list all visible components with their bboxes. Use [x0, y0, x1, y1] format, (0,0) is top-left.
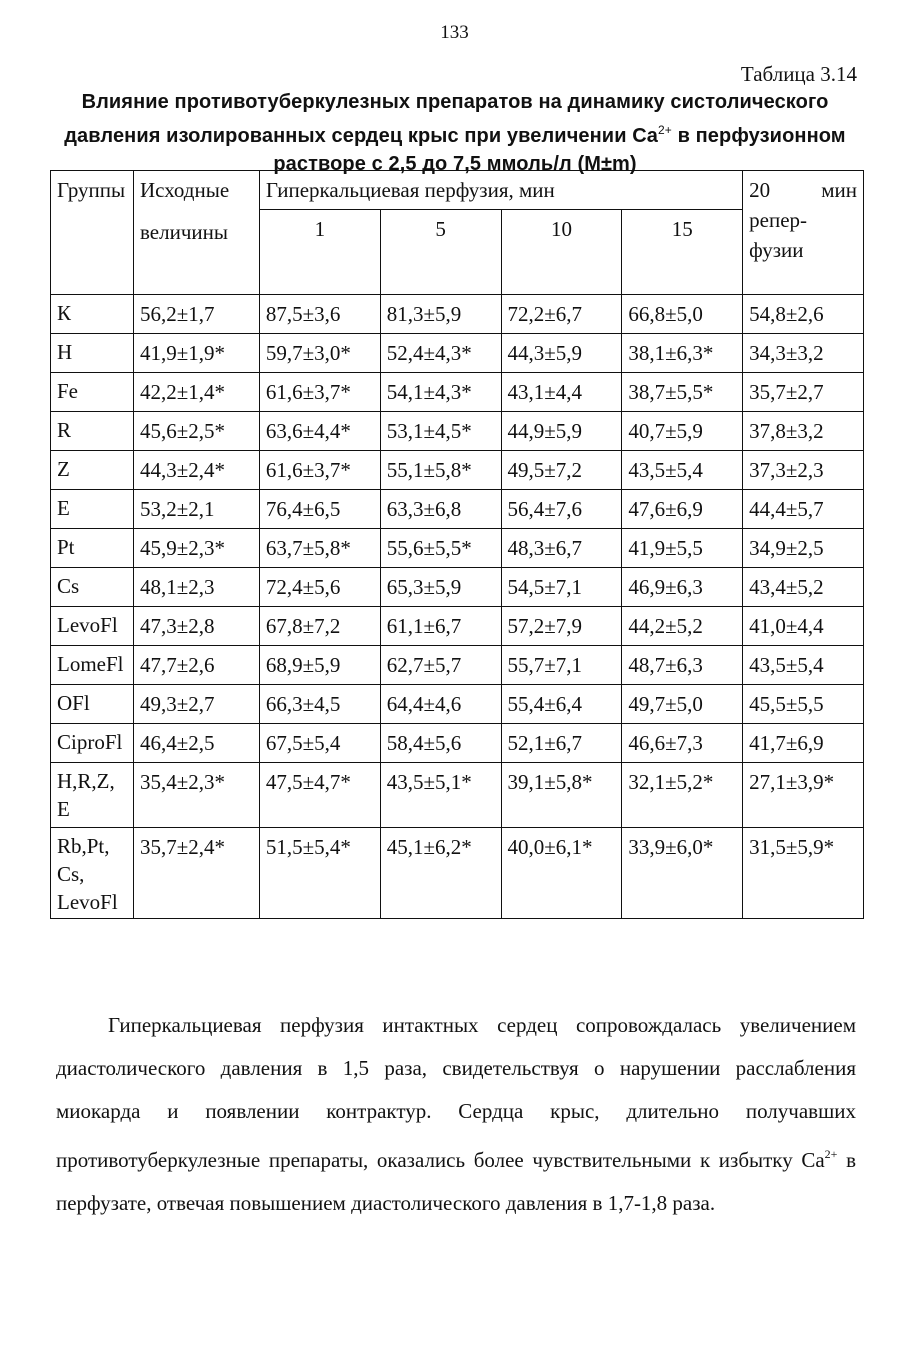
value-cell: 67,5±5,4 [259, 724, 380, 763]
body-paragraph [56, 1004, 856, 1225]
value-cell: 58,4±5,6 [380, 724, 501, 763]
value-cell: 44,3±5,9 [501, 334, 622, 373]
table-row [51, 685, 864, 724]
value-cell: 47,3±2,8 [134, 607, 260, 646]
value-cell: 55,1±5,8* [380, 451, 501, 490]
value-cell: 27,1±3,9* [743, 763, 864, 828]
value-cell: 43,1±4,4 [501, 373, 622, 412]
group-cell: Fe [51, 373, 134, 412]
value-cell: 53,2±2,1 [134, 490, 260, 529]
header-min-5: 5 [380, 210, 501, 295]
table-label: Таблица 3.14 [740, 62, 857, 86]
header-min-1: 1 [259, 210, 380, 295]
table-row [51, 724, 864, 763]
value-cell: 44,3±2,4* [134, 451, 260, 490]
value-cell: 54,5±7,1 [501, 568, 622, 607]
table-row [51, 490, 864, 529]
value-cell: 37,3±2,3 [743, 451, 864, 490]
group-cell: H,R,Z, E [51, 763, 134, 828]
table-row [51, 334, 864, 373]
group-cell: R [51, 412, 134, 451]
value-cell: 72,4±5,6 [259, 568, 380, 607]
value-cell: 46,6±7,3 [622, 724, 743, 763]
group-cell: Pt [51, 529, 134, 568]
value-cell: 62,7±5,7 [380, 646, 501, 685]
value-cell: 63,3±6,8 [380, 490, 501, 529]
table-caption [40, 88, 870, 178]
value-cell: 35,4±2,3* [134, 763, 260, 828]
table-row [51, 451, 864, 490]
header-reper-line-3: фузии [749, 238, 804, 262]
value-cell: 61,1±6,7 [380, 607, 501, 646]
value-cell: 61,6±3,7* [259, 451, 380, 490]
value-cell: 49,7±5,0 [622, 685, 743, 724]
value-cell: 43,5±5,4 [743, 646, 864, 685]
value-cell: 47,7±2,6 [134, 646, 260, 685]
value-cell: 40,7±5,9 [622, 412, 743, 451]
value-cell: 44,4±5,7 [743, 490, 864, 529]
value-cell: 68,9±5,9 [259, 646, 380, 685]
table-row [51, 295, 864, 334]
value-cell: 56,2±1,7 [134, 295, 260, 334]
table-row [51, 646, 864, 685]
group-cell: E [51, 490, 134, 529]
value-cell: 43,4±5,2 [743, 568, 864, 607]
group-cell: Z [51, 451, 134, 490]
value-cell: 40,0±6,1* [501, 828, 622, 919]
value-cell: 32,1±5,2* [622, 763, 743, 828]
value-cell: 48,3±6,7 [501, 529, 622, 568]
header-baseline [134, 171, 260, 295]
header-reper-min: мин [821, 178, 857, 202]
value-cell: 45,9±2,3* [134, 529, 260, 568]
group-cell: H [51, 334, 134, 373]
value-cell: 52,1±6,7 [501, 724, 622, 763]
value-cell: 54,1±4,3* [380, 373, 501, 412]
value-cell: 47,6±6,9 [622, 490, 743, 529]
header-reper-20: 20 [749, 178, 771, 202]
value-cell: 47,5±4,7* [259, 763, 380, 828]
header-hyper: Гиперкальциевая перфузия, мин [259, 171, 742, 210]
value-cell: 67,8±7,2 [259, 607, 380, 646]
group-cell: Cs [51, 568, 134, 607]
caption-line-1: Влияние противотуберкулезных препаратов на динамику систолического [81, 91, 829, 113]
caption-superscript: 2+ [658, 123, 672, 137]
value-cell: 41,9±5,5 [622, 529, 743, 568]
value-cell: 59,7±3,0* [259, 334, 380, 373]
caption-line-2-tail: в перфузионном [671, 125, 846, 147]
value-cell: 87,5±3,6 [259, 295, 380, 334]
value-cell: 72,2±6,7 [501, 295, 622, 334]
value-cell: 45,5±5,5 [743, 685, 864, 724]
value-cell: 55,4±6,4 [501, 685, 622, 724]
header-min-10: 10 [501, 210, 622, 295]
value-cell: 45,6±2,5* [134, 412, 260, 451]
value-cell: 39,1±5,8* [501, 763, 622, 828]
value-cell: 66,8±5,0 [622, 295, 743, 334]
value-cell: 64,4±4,6 [380, 685, 501, 724]
value-cell: 63,7±5,8* [259, 529, 380, 568]
value-cell: 53,1±4,5* [380, 412, 501, 451]
value-cell: 41,0±4,4 [743, 607, 864, 646]
value-cell: 63,6±4,4* [259, 412, 380, 451]
value-cell: 48,1±2,3 [134, 568, 260, 607]
value-cell: 49,3±2,7 [134, 685, 260, 724]
group-cell: LevoFl [51, 607, 134, 646]
paragraph-text: Гиперкальциевая перфузия интактных сердец сопровождалась увеличением диастолического давления в 1,5 раза, свидетельствуя о нарушении расслабления миокарда и появлении контрактур. Сердца крыс, длительно получавших противотуберкулезные препараты, оказались более чувствительными к избытку Ca [56, 1013, 856, 1172]
value-cell: 35,7±2,7 [743, 373, 864, 412]
value-cell: 61,6±3,7* [259, 373, 380, 412]
value-cell: 41,9±1,9* [134, 334, 260, 373]
value-cell: 48,7±6,3 [622, 646, 743, 685]
value-cell: 35,7±2,4* [134, 828, 260, 919]
value-cell: 55,7±7,1 [501, 646, 622, 685]
value-cell: 46,4±2,5 [134, 724, 260, 763]
group-cell: OFl [51, 685, 134, 724]
value-cell: 38,7±5,5* [622, 373, 743, 412]
table-row [51, 373, 864, 412]
table-row [51, 412, 864, 451]
header-reperfusion [743, 171, 864, 295]
value-cell: 81,3±5,9 [380, 295, 501, 334]
header-baseline-line-2: величины [140, 220, 228, 244]
group-cell: LomeFl [51, 646, 134, 685]
value-cell: 41,7±6,9 [743, 724, 864, 763]
caption-line-2 [40, 116, 870, 150]
table-row [51, 763, 864, 828]
header-row-1 [51, 171, 864, 210]
header-baseline-line-1: Исходные [140, 178, 230, 202]
value-cell: 66,3±4,5 [259, 685, 380, 724]
value-cell: 42,2±1,4* [134, 373, 260, 412]
paragraph-superscript: 2+ [824, 1147, 838, 1161]
value-cell: 54,8±2,6 [743, 295, 864, 334]
value-cell: 43,5±5,4 [622, 451, 743, 490]
value-cell: 56,4±7,6 [501, 490, 622, 529]
table-row [51, 828, 864, 919]
value-cell: 49,5±7,2 [501, 451, 622, 490]
header-reper-line-2: репер- [749, 208, 808, 232]
value-cell: 65,3±5,9 [380, 568, 501, 607]
caption-line-3: растворе с 2,5 до 7,5 ммоль/л (M±m) [273, 153, 637, 175]
value-cell: 34,3±3,2 [743, 334, 864, 373]
paragraph-text-tail: в перфузате, отвечая повышением диастолического давления в 1,7-1,8 раза. [56, 1148, 857, 1215]
group-cell: CiproFl [51, 724, 134, 763]
value-cell: 76,4±6,5 [259, 490, 380, 529]
caption-line-2-text: давления изолированных сердец крыс при увеличении Ca [64, 125, 659, 147]
table-row [51, 529, 864, 568]
group-cell: Rb,Pt, Cs, LevoFl [51, 828, 134, 919]
value-cell: 38,1±6,3* [622, 334, 743, 373]
value-cell: 44,9±5,9 [501, 412, 622, 451]
value-cell: 43,5±5,1* [380, 763, 501, 828]
value-cell: 44,2±5,2 [622, 607, 743, 646]
value-cell: 52,4±4,3* [380, 334, 501, 373]
header-min-15: 15 [622, 210, 743, 295]
value-cell: 46,9±6,3 [622, 568, 743, 607]
table-row [51, 568, 864, 607]
data-table [50, 170, 864, 919]
value-cell: 31,5±5,9* [743, 828, 864, 919]
value-cell: 51,5±5,4* [259, 828, 380, 919]
table-row [51, 607, 864, 646]
header-groups: Группы [51, 171, 134, 295]
value-cell: 37,8±3,2 [743, 412, 864, 451]
group-cell: К [51, 295, 134, 334]
page-number: 133 [440, 22, 469, 43]
value-cell: 45,1±6,2* [380, 828, 501, 919]
value-cell: 57,2±7,9 [501, 607, 622, 646]
value-cell: 55,6±5,5* [380, 529, 501, 568]
value-cell: 34,9±2,5 [743, 529, 864, 568]
value-cell: 33,9±6,0* [622, 828, 743, 919]
